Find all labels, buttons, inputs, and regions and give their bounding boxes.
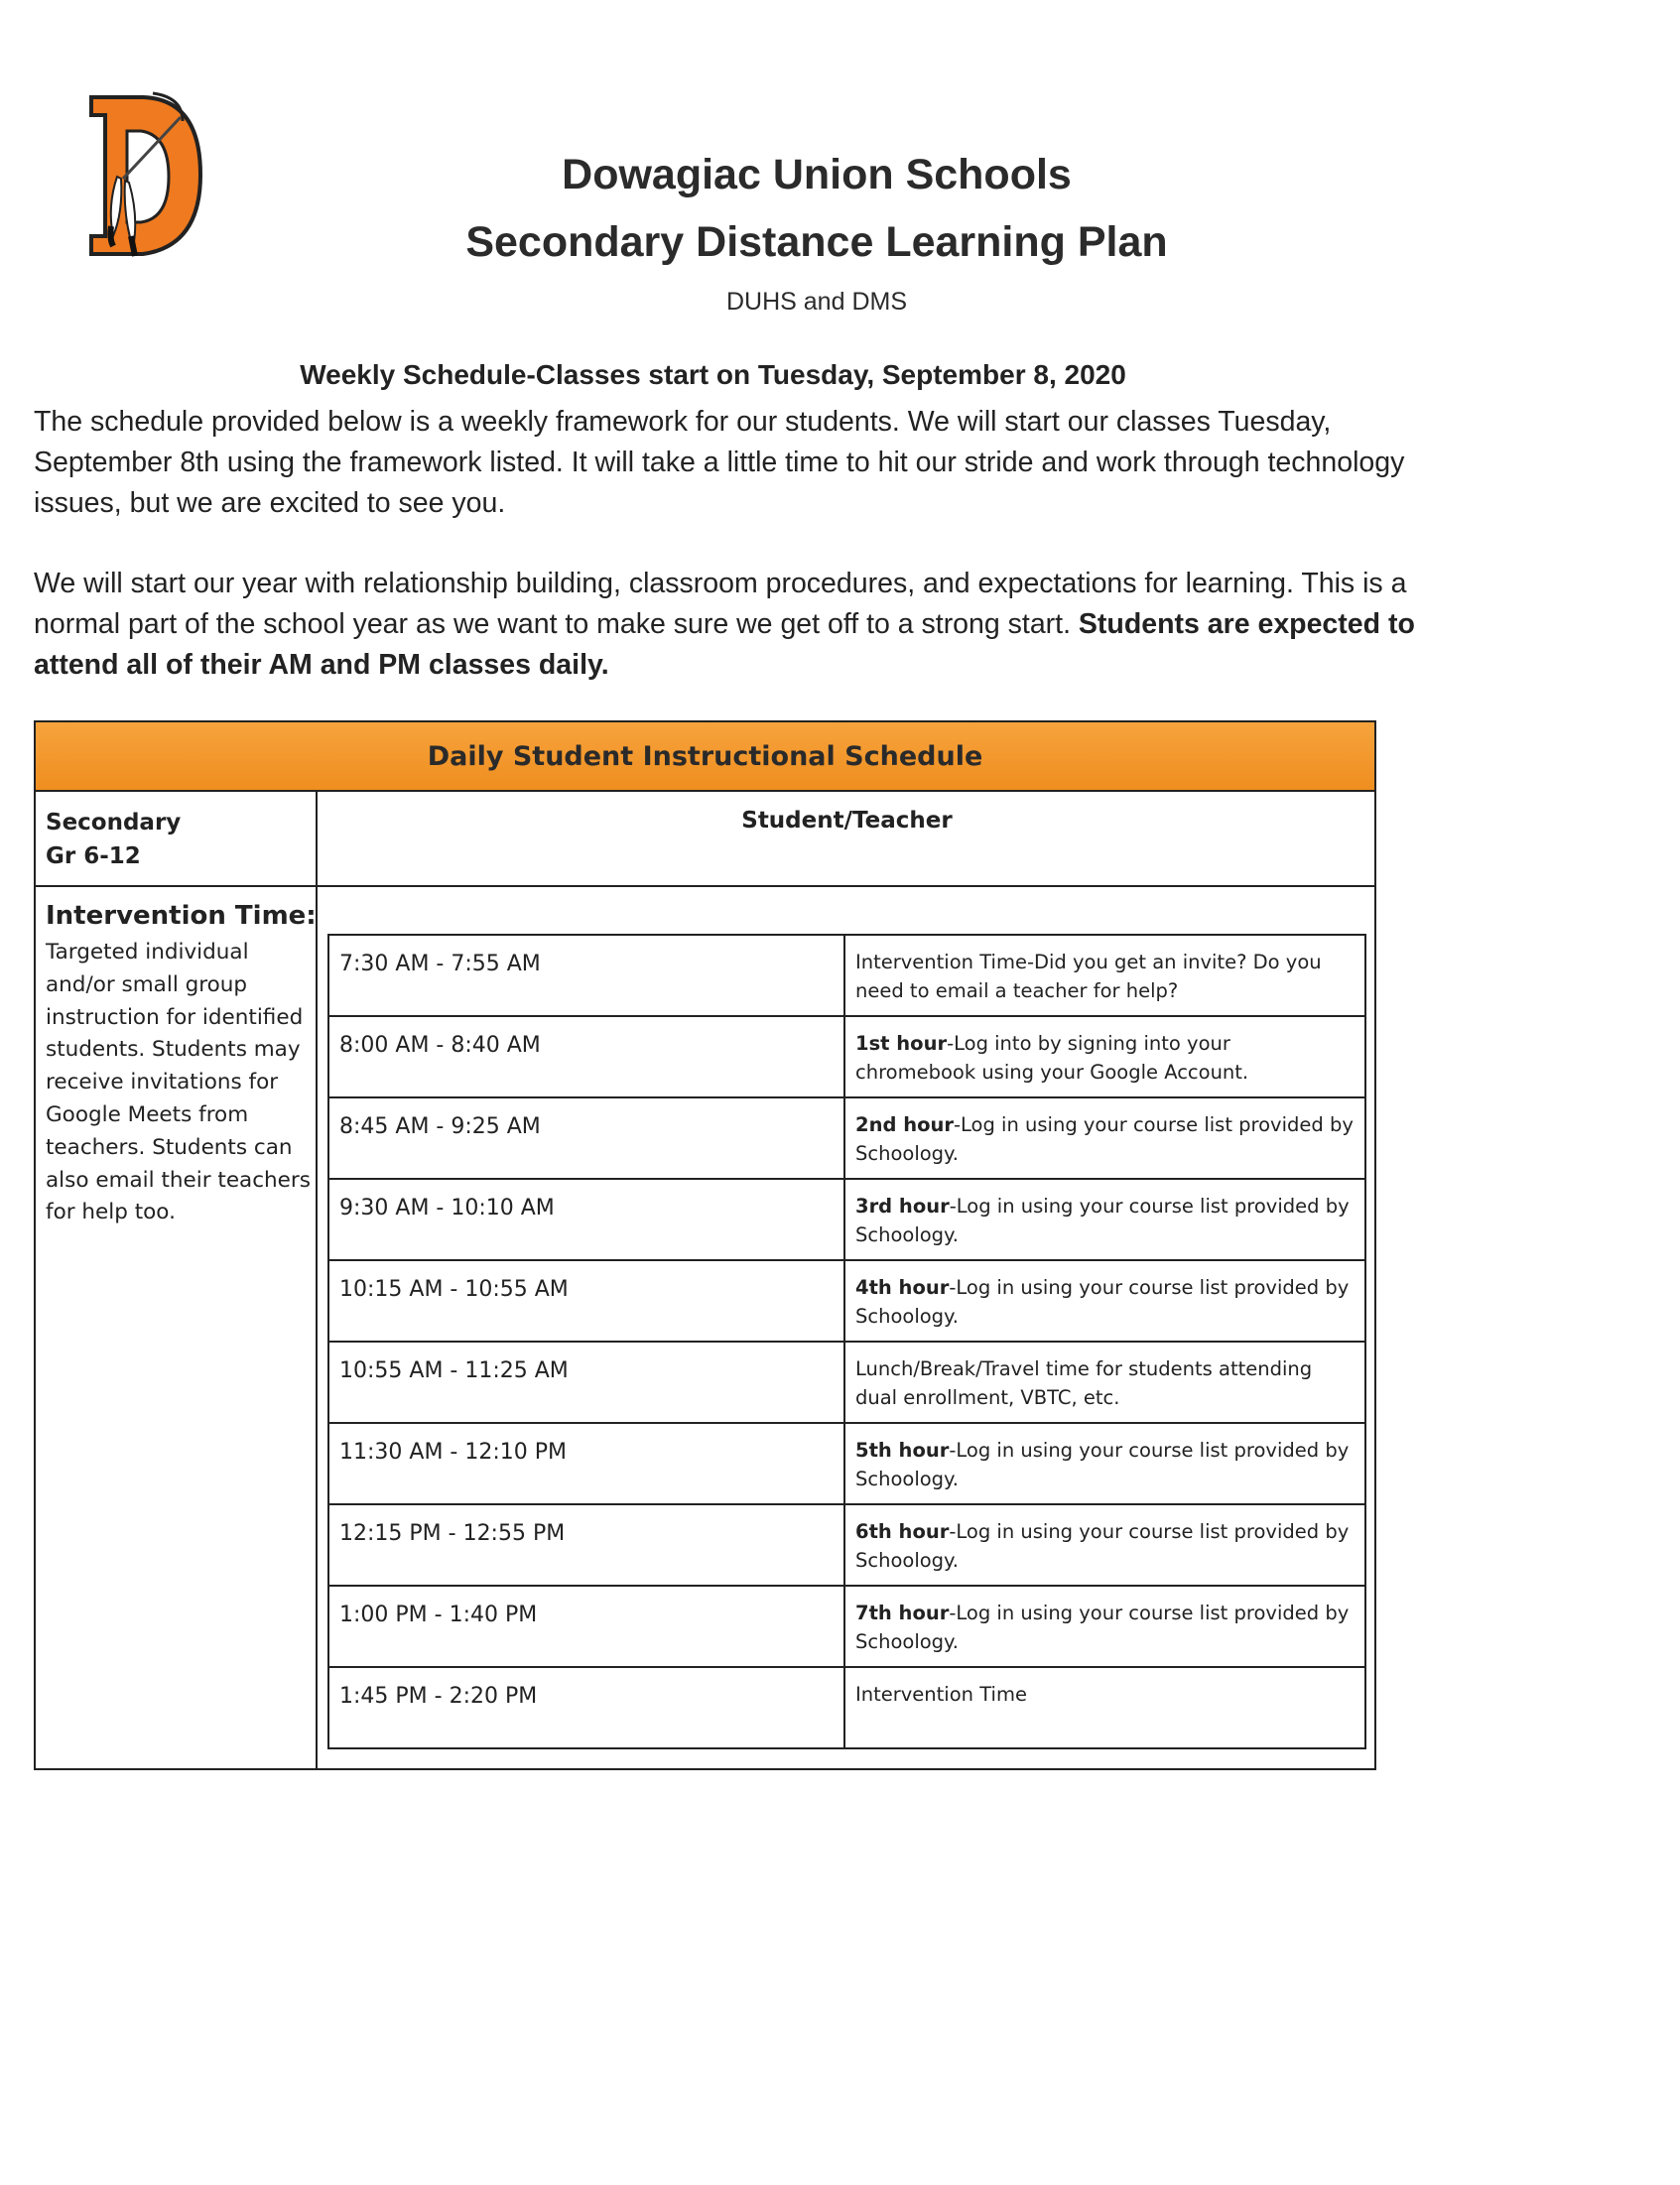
column-divider [316,790,318,1770]
table-banner: Daily Student Instructional Schedule [36,722,1374,792]
table-row [328,1423,1365,1504]
schedule-heading: Weekly Schedule-Classes start on Tuesday, September 8, 2020 [300,359,1126,390]
table-row [328,1016,1365,1097]
schedule-table [34,720,1376,1770]
intro-paragraph-2-text: We will start our year with relationship building, classroom procedures, and expectations for learning. This is a normal part of the school year as we want to make sure we get off to a strong start. [34,568,1407,640]
description-text: Intervention Time-Did you get an invite? Do you need to email a teacher for help? [855,951,1322,1002]
table-row [328,1504,1365,1586]
hour-label: 7th hour [855,1602,950,1624]
secondary-label: Secondary [46,810,182,835]
description-text: -Log in using your course list provided by Schoology. [855,1276,1350,1328]
table-row [328,1260,1365,1342]
hour-label: 4th hour [855,1276,950,1299]
time-cell: 11:30 AM - 12:10 PM [328,1423,844,1504]
description-text: -Log in using your course list provided by Schoology. [855,1439,1350,1490]
description-cell [844,1423,1365,1504]
description-cell [844,1342,1365,1423]
schools-subtitle: DUHS and DMS [726,288,907,316]
hour-label: 5th hour [855,1439,950,1462]
time-cell: 9:30 AM - 10:10 AM [328,1179,844,1260]
description-cell [844,1260,1365,1342]
time-cell: 12:15 PM - 12:55 PM [328,1504,844,1586]
description-cell [844,1097,1365,1179]
daily-schedule-table [327,934,1366,1749]
description-cell [844,1179,1365,1260]
time-cell: 10:15 AM - 10:55 AM [328,1260,844,1342]
table-row [328,1179,1365,1260]
description-text: -Log in using your course list provided by Schoology. [855,1113,1354,1165]
hour-label: 1st hour [855,1032,948,1055]
description-text: -Log in using your course list provided by Schoology. [855,1520,1350,1572]
description-cell [844,1667,1365,1748]
intro-paragraph-2 [34,564,1433,686]
description-cell [844,935,1365,1016]
time-cell: 8:00 AM - 8:40 AM [328,1016,844,1097]
header-divider [36,885,1374,887]
description-text: -Log in using your course list provided by Schoology. [855,1195,1350,1246]
time-cell: 10:55 AM - 11:25 AM [328,1342,844,1423]
time-cell: 8:45 AM - 9:25 AM [328,1097,844,1179]
column-header-secondary [46,806,181,873]
page-subtitle-title: Secondary Distance Learning Plan [465,218,1168,266]
attendance-note: Students are expected to attend all of their AM and PM classes daily. [34,608,1415,681]
time-cell: 1:45 PM - 2:20 PM [328,1667,844,1748]
intervention-title: Intervention Time: [46,901,317,931]
description-cell [844,1504,1365,1586]
column-header-student-teacher: Student/Teacher [741,808,953,834]
description-text: Lunch/Break/Travel time for students attending dual enrollment, VBTC, etc. [855,1357,1313,1409]
description-text: -Log in using your course list provided by Schoology. [855,1602,1350,1653]
page-title: Dowagiac Union Schools [562,151,1072,198]
hour-label: 3rd hour [855,1195,950,1218]
table-row [328,935,1365,1016]
time-cell: 1:00 PM - 1:40 PM [328,1586,844,1667]
table-row [328,1342,1365,1423]
grade-label: Gr 6-12 [46,843,141,869]
hour-label: 2nd hour [855,1113,954,1136]
table-row [328,1667,1365,1748]
intro-paragraph-1: The schedule provided below is a weekly framework for our students. We will start our classes Tuesday, September 8th using the framework listed. It will take a little time to hit our stride and work through technology issues, but we are excited to see you. [34,406,1405,519]
description-cell [844,1016,1365,1097]
description-text: -Log into by signing into your chromebook using your Google Account. [855,1032,1249,1084]
description-cell [844,1586,1365,1667]
hour-label: 6th hour [855,1520,950,1543]
time-cell: 7:30 AM - 7:55 AM [328,935,844,1016]
table-row [328,1097,1365,1179]
description-text: Intervention Time [855,1683,1027,1706]
table-row [328,1586,1365,1667]
intervention-description: Targeted individual and/or small group instruction for identified students. Students may receive invitations for Google Meets from teachers. Students can also email their teachers for help too. [46,940,311,1225]
